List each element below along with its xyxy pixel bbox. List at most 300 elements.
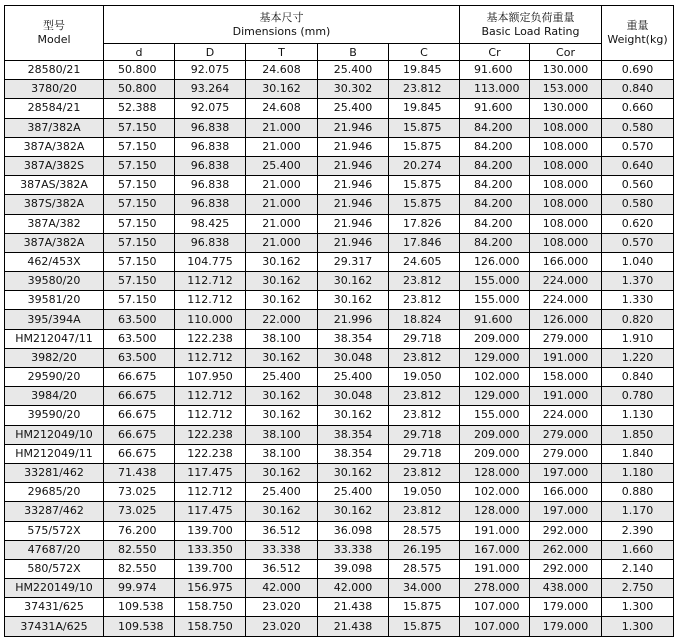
cell-weight: 1.370: [602, 272, 674, 291]
cell-weight: 0.780: [602, 387, 674, 406]
cell-B: 42.000: [318, 579, 389, 598]
cell-Cr: 84.200: [460, 214, 530, 233]
cell-Cr: 278.000: [460, 579, 530, 598]
cell-weight: 1.910: [602, 329, 674, 348]
cell-d: 57.150: [104, 272, 175, 291]
cell-B: 21.438: [318, 598, 389, 617]
cell-weight: 1.040: [602, 252, 674, 271]
cell-D: 107.950: [175, 368, 246, 387]
cell-D: 112.712: [175, 348, 246, 367]
cell-D: 96.838: [175, 176, 246, 195]
cell-Cor: 108.000: [530, 118, 602, 137]
col-header-d: d: [104, 44, 175, 61]
cell-D: 112.712: [175, 387, 246, 406]
cell-D: 139.700: [175, 521, 246, 540]
cell-model: 37431A/625: [5, 617, 104, 636]
cell-B: 38.354: [318, 425, 389, 444]
cell-model: 28580/21: [5, 61, 104, 80]
load-rating-header-cn: 基本额定负荷重量: [486, 10, 575, 24]
table-row: [5, 540, 674, 559]
table-row: [5, 329, 674, 348]
dimensions-header-en: Dimensions (mm): [232, 24, 331, 38]
cell-weight: 1.300: [602, 598, 674, 617]
cell-T: 30.162: [246, 348, 318, 367]
cell-model: 387/382A: [5, 118, 104, 137]
cell-C: 23.812: [389, 387, 460, 406]
cell-weight: 1.300: [602, 617, 674, 636]
cell-Cr: 84.200: [460, 137, 530, 156]
cell-Cr: 84.200: [460, 118, 530, 137]
cell-Cor: 279.000: [530, 329, 602, 348]
col-header-B: B: [318, 44, 389, 61]
cell-d: 50.800: [104, 61, 175, 80]
cell-d: 63.500: [104, 329, 175, 348]
cell-model: 387AS/382A: [5, 176, 104, 195]
weight-header: [602, 6, 674, 61]
cell-model: 33287/462: [5, 502, 104, 521]
cell-C: 28.575: [389, 521, 460, 540]
cell-D: 96.838: [175, 156, 246, 175]
cell-Cor: 279.000: [530, 444, 602, 463]
cell-weight: 1.220: [602, 348, 674, 367]
cell-C: 23.812: [389, 272, 460, 291]
cell-Cr: 209.000: [460, 425, 530, 444]
cell-Cr: 113.000: [460, 80, 530, 99]
cell-model: 37431/625: [5, 598, 104, 617]
cell-d: 66.675: [104, 387, 175, 406]
cell-T: 38.100: [246, 425, 318, 444]
cell-d: 50.800: [104, 80, 175, 99]
cell-C: 26.195: [389, 540, 460, 559]
cell-d: 63.500: [104, 348, 175, 367]
cell-weight: 1.330: [602, 291, 674, 310]
weight-header-en: Weight(kg): [607, 33, 668, 46]
cell-B: 30.048: [318, 387, 389, 406]
cell-Cor: 191.000: [530, 348, 602, 367]
cell-C: 18.824: [389, 310, 460, 329]
cell-B: 30.162: [318, 502, 389, 521]
cell-weight: 0.840: [602, 368, 674, 387]
cell-C: 15.875: [389, 617, 460, 636]
col-header-Cr: Cr: [460, 44, 530, 61]
cell-B: 21.946: [318, 156, 389, 175]
cell-C: 34.000: [389, 579, 460, 598]
cell-weight: 0.580: [602, 118, 674, 137]
cell-Cor: 108.000: [530, 195, 602, 214]
cell-T: 30.162: [246, 252, 318, 271]
cell-model: HM212047/11: [5, 329, 104, 348]
table-row: [5, 137, 674, 156]
cell-B: 38.354: [318, 444, 389, 463]
cell-Cor: 108.000: [530, 176, 602, 195]
cell-T: 42.000: [246, 579, 318, 598]
cell-T: 30.162: [246, 272, 318, 291]
cell-Cor: 292.000: [530, 559, 602, 578]
cell-B: 21.946: [318, 195, 389, 214]
cell-weight: 0.880: [602, 483, 674, 502]
table-row: [5, 521, 674, 540]
cell-C: 29.718: [389, 444, 460, 463]
col-header-Cor: Cor: [530, 44, 602, 61]
table-row: [5, 195, 674, 214]
cell-T: 23.020: [246, 617, 318, 636]
cell-weight: 1.660: [602, 540, 674, 559]
cell-D: 96.838: [175, 195, 246, 214]
cell-C: 15.875: [389, 137, 460, 156]
cell-d: 109.538: [104, 598, 175, 617]
cell-D: 110.000: [175, 310, 246, 329]
cell-T: 25.400: [246, 368, 318, 387]
col-header-D: D: [175, 44, 246, 61]
cell-Cor: 197.000: [530, 463, 602, 482]
cell-D: 96.838: [175, 118, 246, 137]
cell-weight: 0.580: [602, 195, 674, 214]
cell-weight: 1.850: [602, 425, 674, 444]
cell-model: 387A/382A: [5, 137, 104, 156]
cell-model: 580/572X: [5, 559, 104, 578]
cell-weight: 0.820: [602, 310, 674, 329]
cell-D: 93.264: [175, 80, 246, 99]
cell-C: 20.274: [389, 156, 460, 175]
cell-Cor: 179.000: [530, 617, 602, 636]
cell-T: 21.000: [246, 233, 318, 252]
table-row: [5, 617, 674, 636]
cell-B: 30.048: [318, 348, 389, 367]
cell-Cr: 102.000: [460, 483, 530, 502]
cell-B: 33.338: [318, 540, 389, 559]
cell-Cr: 107.000: [460, 598, 530, 617]
cell-Cr: 155.000: [460, 272, 530, 291]
table-row: [5, 61, 674, 80]
cell-model: 575/572X: [5, 521, 104, 540]
cell-model: 387A/382S: [5, 156, 104, 175]
cell-weight: 0.690: [602, 61, 674, 80]
cell-weight: 2.390: [602, 521, 674, 540]
cell-weight: 1.180: [602, 463, 674, 482]
table-row: [5, 483, 674, 502]
cell-T: 30.162: [246, 406, 318, 425]
model-header-cn: 型号: [43, 19, 65, 32]
cell-Cr: 209.000: [460, 329, 530, 348]
cell-d: 66.675: [104, 368, 175, 387]
table-row: [5, 444, 674, 463]
cell-B: 21.438: [318, 617, 389, 636]
cell-weight: 1.170: [602, 502, 674, 521]
cell-model: HM220149/10: [5, 579, 104, 598]
cell-Cor: 153.000: [530, 80, 602, 99]
cell-D: 98.425: [175, 214, 246, 233]
cell-d: 57.150: [104, 137, 175, 156]
cell-Cor: 130.000: [530, 61, 602, 80]
cell-d: 73.025: [104, 502, 175, 521]
cell-C: 15.875: [389, 176, 460, 195]
cell-B: 21.946: [318, 214, 389, 233]
cell-B: 29.317: [318, 252, 389, 271]
cell-weight: 0.570: [602, 233, 674, 252]
cell-model: 3982/20: [5, 348, 104, 367]
weight-header-cn: 重量: [626, 19, 649, 32]
cell-d: 109.538: [104, 617, 175, 636]
cell-T: 30.162: [246, 80, 318, 99]
cell-Cor: 224.000: [530, 272, 602, 291]
cell-Cor: 191.000: [530, 387, 602, 406]
cell-D: 112.712: [175, 483, 246, 502]
cell-T: 30.162: [246, 291, 318, 310]
cell-model: HM212049/10: [5, 425, 104, 444]
bearing-spec-table-container: [4, 5, 674, 637]
cell-C: 17.846: [389, 233, 460, 252]
cell-B: 30.162: [318, 291, 389, 310]
cell-D: 92.075: [175, 61, 246, 80]
cell-d: 57.150: [104, 291, 175, 310]
cell-T: 21.000: [246, 214, 318, 233]
cell-Cor: 224.000: [530, 406, 602, 425]
cell-B: 30.162: [318, 406, 389, 425]
cell-Cor: 224.000: [530, 291, 602, 310]
cell-d: 52.388: [104, 99, 175, 118]
cell-model: 462/453X: [5, 252, 104, 271]
cell-T: 38.100: [246, 444, 318, 463]
table-row: [5, 425, 674, 444]
cell-weight: 0.840: [602, 80, 674, 99]
cell-B: 30.162: [318, 272, 389, 291]
cell-weight: 0.620: [602, 214, 674, 233]
cell-Cor: 262.000: [530, 540, 602, 559]
cell-Cr: 155.000: [460, 406, 530, 425]
cell-D: 139.700: [175, 559, 246, 578]
cell-Cr: 191.000: [460, 559, 530, 578]
cell-Cor: 108.000: [530, 233, 602, 252]
cell-D: 158.750: [175, 617, 246, 636]
cell-Cr: 84.200: [460, 176, 530, 195]
cell-Cr: 102.000: [460, 368, 530, 387]
cell-B: 25.400: [318, 483, 389, 502]
table-row: [5, 387, 674, 406]
cell-d: 82.550: [104, 559, 175, 578]
cell-d: 76.200: [104, 521, 175, 540]
cell-B: 39.098: [318, 559, 389, 578]
cell-d: 66.675: [104, 444, 175, 463]
cell-B: 21.946: [318, 233, 389, 252]
cell-Cor: 126.000: [530, 310, 602, 329]
cell-weight: 1.130: [602, 406, 674, 425]
bearing-spec-table: [4, 5, 674, 637]
cell-D: 122.238: [175, 425, 246, 444]
table-row: [5, 99, 674, 118]
cell-B: 25.400: [318, 61, 389, 80]
cell-d: 57.150: [104, 214, 175, 233]
cell-model: 387A/382A: [5, 233, 104, 252]
table-row: [5, 368, 674, 387]
cell-C: 29.718: [389, 425, 460, 444]
dimensions-header: [104, 6, 460, 44]
table-body: [5, 61, 674, 637]
table-row: [5, 214, 674, 233]
cell-D: 96.838: [175, 137, 246, 156]
cell-d: 99.974: [104, 579, 175, 598]
cell-D: 122.238: [175, 444, 246, 463]
cell-T: 21.000: [246, 137, 318, 156]
cell-Cor: 108.000: [530, 137, 602, 156]
cell-model: 395/394A: [5, 310, 104, 329]
col-header-T: T: [246, 44, 318, 61]
table-row: [5, 80, 674, 99]
cell-d: 71.438: [104, 463, 175, 482]
cell-Cr: 91.600: [460, 61, 530, 80]
cell-D: 156.975: [175, 579, 246, 598]
cell-weight: 1.840: [602, 444, 674, 463]
cell-D: 112.712: [175, 291, 246, 310]
cell-D: 112.712: [175, 406, 246, 425]
cell-Cor: 158.000: [530, 368, 602, 387]
cell-B: 21.946: [318, 118, 389, 137]
cell-T: 36.512: [246, 521, 318, 540]
cell-weight: 0.660: [602, 99, 674, 118]
cell-B: 25.400: [318, 368, 389, 387]
cell-C: 23.812: [389, 291, 460, 310]
cell-weight: 0.640: [602, 156, 674, 175]
table-row: [5, 502, 674, 521]
cell-C: 24.605: [389, 252, 460, 271]
cell-D: 96.838: [175, 233, 246, 252]
table-row: [5, 559, 674, 578]
table-row: [5, 118, 674, 137]
cell-C: 23.812: [389, 406, 460, 425]
dimensions-header-cn: 基本尺寸: [259, 10, 304, 24]
model-header-en: Model: [37, 33, 71, 46]
cell-model: 3780/20: [5, 80, 104, 99]
cell-Cr: 84.200: [460, 156, 530, 175]
cell-Cor: 179.000: [530, 598, 602, 617]
cell-D: 104.775: [175, 252, 246, 271]
cell-d: 57.150: [104, 176, 175, 195]
cell-D: 117.475: [175, 502, 246, 521]
cell-T: 24.608: [246, 99, 318, 118]
cell-Cr: 91.600: [460, 310, 530, 329]
cell-weight: 2.750: [602, 579, 674, 598]
cell-C: 17.826: [389, 214, 460, 233]
cell-Cr: 128.000: [460, 502, 530, 521]
cell-D: 158.750: [175, 598, 246, 617]
cell-D: 92.075: [175, 99, 246, 118]
cell-d: 63.500: [104, 310, 175, 329]
cell-Cr: 191.000: [460, 521, 530, 540]
cell-d: 73.025: [104, 483, 175, 502]
cell-Cor: 108.000: [530, 156, 602, 175]
cell-Cr: 128.000: [460, 463, 530, 482]
table-row: [5, 579, 674, 598]
cell-d: 66.675: [104, 425, 175, 444]
cell-T: 30.162: [246, 463, 318, 482]
cell-B: 21.946: [318, 176, 389, 195]
cell-d: 57.150: [104, 195, 175, 214]
table-row: [5, 310, 674, 329]
cell-Cor: 108.000: [530, 214, 602, 233]
table-row: [5, 406, 674, 425]
cell-Cor: 197.000: [530, 502, 602, 521]
cell-B: 25.400: [318, 99, 389, 118]
col-header-C: C: [389, 44, 460, 61]
table-row: [5, 176, 674, 195]
cell-C: 19.845: [389, 99, 460, 118]
table-row: [5, 156, 674, 175]
cell-B: 21.996: [318, 310, 389, 329]
cell-T: 38.100: [246, 329, 318, 348]
cell-C: 23.812: [389, 80, 460, 99]
table-row: [5, 463, 674, 482]
cell-Cor: 130.000: [530, 99, 602, 118]
table-row: [5, 252, 674, 271]
cell-Cor: 438.000: [530, 579, 602, 598]
cell-model: 387S/382A: [5, 195, 104, 214]
cell-model: 33281/462: [5, 463, 104, 482]
cell-T: 23.020: [246, 598, 318, 617]
cell-d: 82.550: [104, 540, 175, 559]
table-row: [5, 291, 674, 310]
cell-C: 23.812: [389, 463, 460, 482]
cell-C: 15.875: [389, 118, 460, 137]
cell-weight: 0.560: [602, 176, 674, 195]
cell-Cr: 167.000: [460, 540, 530, 559]
cell-T: 21.000: [246, 118, 318, 137]
table-row: [5, 272, 674, 291]
cell-Cr: 126.000: [460, 252, 530, 271]
cell-C: 19.845: [389, 61, 460, 80]
model-header: [5, 6, 104, 61]
cell-Cr: 129.000: [460, 387, 530, 406]
cell-model: 387A/382: [5, 214, 104, 233]
cell-T: 30.162: [246, 387, 318, 406]
cell-B: 38.354: [318, 329, 389, 348]
cell-model: 3984/20: [5, 387, 104, 406]
cell-Cor: 292.000: [530, 521, 602, 540]
cell-T: 25.400: [246, 156, 318, 175]
cell-model: 39580/20: [5, 272, 104, 291]
cell-B: 36.098: [318, 521, 389, 540]
load-rating-header: [460, 6, 602, 44]
cell-Cr: 84.200: [460, 233, 530, 252]
cell-model: 47687/20: [5, 540, 104, 559]
cell-C: 23.812: [389, 502, 460, 521]
cell-model: 29590/20: [5, 368, 104, 387]
cell-B: 30.162: [318, 463, 389, 482]
cell-C: 29.718: [389, 329, 460, 348]
table-row: [5, 233, 674, 252]
cell-d: 66.675: [104, 406, 175, 425]
cell-Cr: 209.000: [460, 444, 530, 463]
cell-Cr: 84.200: [460, 195, 530, 214]
cell-C: 19.050: [389, 368, 460, 387]
load-rating-header-en: Basic Load Rating: [481, 24, 580, 38]
cell-Cor: 166.000: [530, 252, 602, 271]
cell-Cor: 166.000: [530, 483, 602, 502]
cell-C: 15.875: [389, 195, 460, 214]
cell-C: 19.050: [389, 483, 460, 502]
cell-T: 25.400: [246, 483, 318, 502]
cell-Cr: 91.600: [460, 99, 530, 118]
cell-D: 117.475: [175, 463, 246, 482]
cell-D: 133.350: [175, 540, 246, 559]
cell-C: 28.575: [389, 559, 460, 578]
cell-B: 30.302: [318, 80, 389, 99]
cell-T: 24.608: [246, 61, 318, 80]
cell-d: 57.150: [104, 252, 175, 271]
cell-model: 29685/20: [5, 483, 104, 502]
cell-T: 22.000: [246, 310, 318, 329]
cell-d: 57.150: [104, 233, 175, 252]
cell-B: 21.946: [318, 137, 389, 156]
cell-model: 39581/20: [5, 291, 104, 310]
